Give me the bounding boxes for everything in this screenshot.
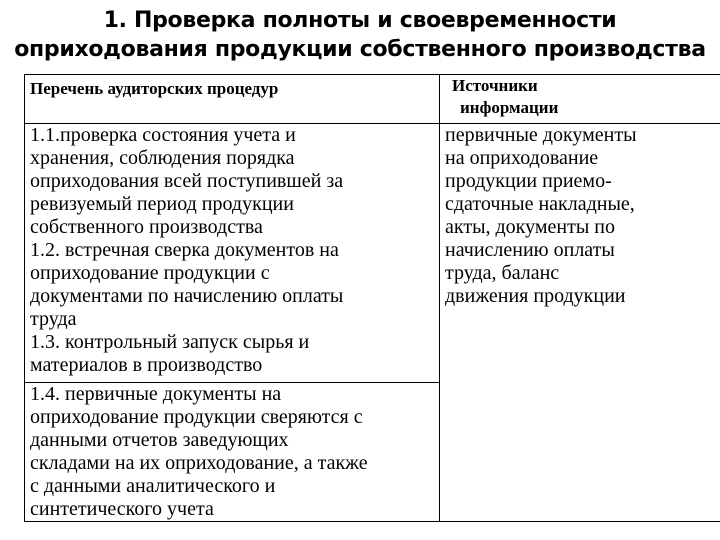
header-procedures-label: Перечень аудиторских процедур [30, 79, 279, 98]
procedure-line: 1.1.проверка состояния учета и [30, 124, 296, 146]
source-line: на оприходование [445, 147, 599, 169]
procedure-line: труда [30, 308, 77, 330]
procedure-line: 1.3. контрольный запуск сырья и [30, 331, 310, 353]
table-row [25, 124, 720, 383]
procedure-line: складами на их оприходование, а также [30, 452, 368, 474]
procedure-line: материалов в производство [30, 354, 263, 376]
procedure-line: синтетического учета [30, 498, 214, 520]
source-line: акты, документы по [445, 216, 615, 238]
procedure-line: хранения, соблюдения порядка [30, 147, 295, 169]
source-line: движения продукции [445, 285, 626, 307]
procedure-line: ревизуемый период продукции [30, 193, 294, 215]
procedures-cell-2 [25, 383, 440, 522]
procedure-line: документами по начислению оплаты [30, 285, 344, 307]
procedure-line: с данными аналитического и [30, 475, 276, 497]
procedure-line: оприходование продукции сверяются с [30, 406, 363, 428]
procedure-line: 1.4. первичные документы на [30, 383, 282, 405]
source-line: сдаточные накладные, [445, 193, 635, 215]
title-line-1: 1. Проверка полноты и своевременности [103, 8, 617, 33]
procedure-line: оприходование продукции с [30, 262, 270, 284]
procedure-line: собственного производства [30, 216, 263, 238]
source-line: труда, баланс [445, 262, 560, 284]
procedure-line: данными отчетов заведующих [30, 429, 289, 451]
sources-cell [440, 124, 720, 522]
slide-title [0, 6, 720, 64]
source-line: первичные документы [445, 124, 637, 146]
header-procedures [25, 75, 440, 124]
header-sources-line-2: информации [460, 98, 559, 117]
audit-procedures-table [24, 74, 720, 522]
procedure-line: 1.2. встречная сверка документов на [30, 239, 339, 261]
procedure-line: оприходования всей поступившей за [30, 170, 344, 192]
title-line-2: оприходования продукции собственного производства [14, 37, 706, 62]
table-header-row [25, 75, 720, 124]
procedures-cell-1 [25, 124, 440, 383]
source-line: продукции приемо- [445, 170, 612, 192]
header-sources-line-1: Источники [452, 76, 538, 95]
source-line: начислению оплаты [445, 239, 615, 261]
header-sources [440, 75, 720, 124]
